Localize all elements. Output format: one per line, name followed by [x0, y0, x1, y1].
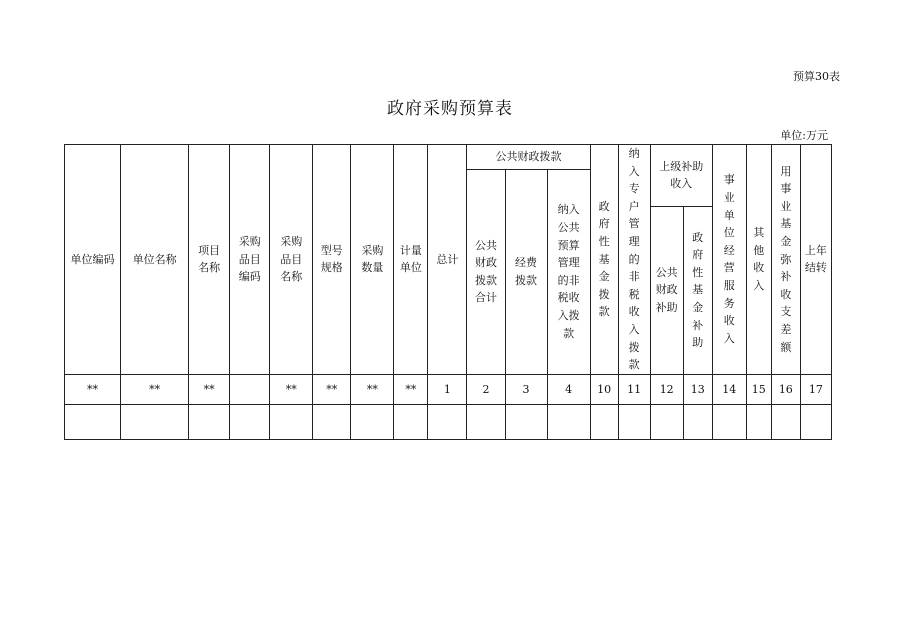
code-cell: **: [394, 374, 428, 404]
budget-table: [64, 144, 832, 440]
header-unit-name: 单位名称: [121, 145, 189, 375]
data-cell: [230, 404, 270, 439]
data-cell: [746, 404, 771, 439]
code-cell: 2: [467, 374, 505, 404]
code-cell: 17: [800, 374, 831, 404]
code-cell: **: [351, 374, 394, 404]
data-cell: [683, 404, 712, 439]
code-cell: 13: [683, 374, 712, 404]
unit-label: 单位:万元: [780, 129, 828, 142]
header-purchase-item-name: 采购品目名称: [270, 145, 313, 375]
header-special-non-tax: 纳入专户管理的非税收入拨款: [618, 145, 650, 375]
data-cell: [428, 404, 467, 439]
code-cell: 10: [590, 374, 618, 404]
data-cell: [394, 404, 428, 439]
code-cell: **: [313, 374, 351, 404]
code-cell: **: [270, 374, 313, 404]
header-expense-allocation: 经费拨款: [505, 170, 547, 375]
code-cell: 4: [547, 374, 590, 404]
data-cell: [65, 404, 121, 439]
header-project-name: 项目名称: [189, 145, 230, 375]
code-cell: [230, 374, 270, 404]
header-total: 总计: [428, 145, 467, 375]
data-cell: [351, 404, 394, 439]
data-cell: [189, 404, 230, 439]
code-cell: 11: [618, 374, 650, 404]
header-upper-subsidy-group: 上级补助收入: [650, 145, 712, 207]
header-gov-fund-subsidy: 政府性基金补助: [683, 206, 712, 374]
header-measure-unit: 计量单位: [394, 145, 428, 375]
form-number: 预算30表: [793, 70, 840, 83]
data-cell: [650, 404, 683, 439]
header-other-income: 其他收入: [746, 145, 771, 375]
data-cell: [618, 404, 650, 439]
data-cell: [800, 404, 831, 439]
data-cell: [505, 404, 547, 439]
empty-data-row: [65, 404, 832, 439]
data-cell: [467, 404, 505, 439]
code-cell: 16: [771, 374, 800, 404]
header-model-spec: 型号规格: [313, 145, 351, 375]
data-cell: [121, 404, 189, 439]
data-cell: [313, 404, 351, 439]
data-cell: [712, 404, 746, 439]
data-cell: [547, 404, 590, 439]
header-non-tax-allocation: 纳入公共预算管理的非税收入拨款: [547, 170, 590, 375]
code-row: [65, 374, 832, 404]
data-cell: [771, 404, 800, 439]
code-cell: 14: [712, 374, 746, 404]
code-cell: 12: [650, 374, 683, 404]
code-cell: 1: [428, 374, 467, 404]
header-public-finance-group: 公共财政拨款: [467, 145, 590, 170]
header-gov-fund-allocation: 政府性基金拨款: [590, 145, 618, 375]
header-unit-code: 单位编码: [65, 145, 121, 375]
header-carryover: 上年结转: [800, 145, 831, 375]
code-cell: **: [189, 374, 230, 404]
code-cell: 3: [505, 374, 547, 404]
page-title: 政府采购预算表: [387, 99, 513, 119]
data-cell: [590, 404, 618, 439]
header-purchase-item-code: 采购品目编码: [230, 145, 270, 375]
code-cell: **: [65, 374, 121, 404]
code-cell: 15: [746, 374, 771, 404]
code-cell: **: [121, 374, 189, 404]
header-public-finance-subsidy: 公共财政补助: [650, 206, 683, 374]
data-cell: [270, 404, 313, 439]
header-public-finance-total: 公共财政拨款合计: [467, 170, 505, 375]
header-business-income: 事业单位经营服务收入: [712, 145, 746, 375]
header-fund-deficit: 用事业基金弥补收支差额: [771, 145, 800, 375]
header-purchase-qty: 采购数量: [351, 145, 394, 375]
